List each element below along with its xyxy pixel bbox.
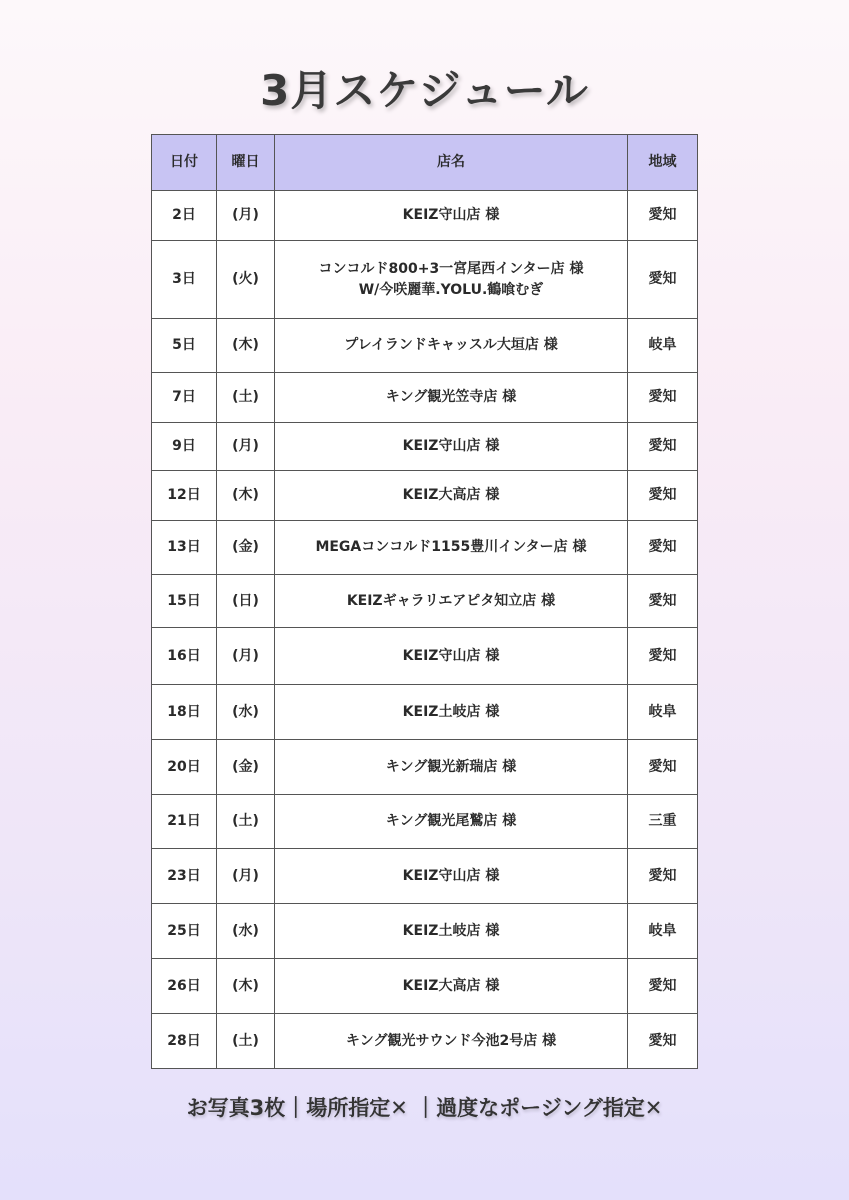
- cell-area: 愛知: [628, 373, 698, 423]
- table-row: [152, 471, 698, 521]
- cell-shop: [275, 373, 628, 423]
- page-title: 3月スケジュール: [260, 66, 589, 115]
- cell-date: 16日: [152, 628, 217, 685]
- cell-day: (月): [217, 849, 275, 904]
- cell-area: 愛知: [628, 740, 698, 795]
- cell-day: (水): [217, 685, 275, 740]
- cell-day: (月): [217, 628, 275, 685]
- cell-area: 岐阜: [628, 904, 698, 959]
- table-header-row: [152, 135, 698, 191]
- cell-shop: [275, 423, 628, 471]
- cell-shop: [275, 319, 628, 373]
- shop-name-line: KEIZ守山店 様: [402, 647, 500, 664]
- shop-name-line: KEIZ守山店 様: [402, 867, 500, 884]
- cell-date: 20日: [152, 740, 217, 795]
- cell-area: 岐阜: [628, 319, 698, 373]
- cell-shop: [275, 849, 628, 904]
- cell-area: 三重: [628, 795, 698, 849]
- cell-day: (木): [217, 959, 275, 1014]
- cell-day: (月): [217, 423, 275, 471]
- cell-shop: [275, 521, 628, 575]
- cell-day: (日): [217, 575, 275, 628]
- cell-date: 9日: [152, 423, 217, 471]
- shop-name-line: KEIZ守山店 様: [402, 207, 500, 223]
- cell-shop: [275, 959, 628, 1014]
- cell-area: 愛知: [628, 423, 698, 471]
- shop-name-line: W/今咲麗華.YOLU.鶴喰むぎ: [358, 281, 544, 298]
- table-row: [152, 1014, 698, 1069]
- shop-name-line: プレイランドキャッスル大垣店 様: [344, 337, 558, 353]
- cell-area: 愛知: [628, 191, 698, 241]
- cell-area: 愛知: [628, 628, 698, 685]
- cell-shop: [275, 795, 628, 849]
- cell-date: 3日: [152, 241, 217, 319]
- shop-name-line: MEGAコンコルド1155豊川インター店 様: [315, 539, 587, 555]
- cell-shop: [275, 628, 628, 685]
- table-row: [152, 521, 698, 575]
- shop-name-line: キング観光笠寺店 様: [385, 389, 517, 405]
- cell-date: 2日: [152, 191, 217, 241]
- cell-day: (土): [217, 1014, 275, 1069]
- shop-name-line: KEIZ大高店 様: [402, 487, 500, 503]
- cell-shop: [275, 241, 628, 319]
- table-row: [152, 373, 698, 423]
- table-row: [152, 904, 698, 959]
- table-row: [152, 795, 698, 849]
- cell-area: 愛知: [628, 849, 698, 904]
- cell-day: (金): [217, 521, 275, 575]
- cell-area: 愛知: [628, 521, 698, 575]
- cell-date: 5日: [152, 319, 217, 373]
- table-row: [152, 685, 698, 740]
- header-shop: 店名: [275, 135, 628, 191]
- table-row: [152, 575, 698, 628]
- cell-area: 愛知: [628, 575, 698, 628]
- cell-area: 岐阜: [628, 685, 698, 740]
- table-row: [152, 959, 698, 1014]
- cell-shop: [275, 575, 628, 628]
- shop-name-line: KEIZ土岐店 様: [402, 922, 500, 939]
- cell-date: 18日: [152, 685, 217, 740]
- shop-name-line: キング観光尾鷲店 様: [385, 813, 517, 829]
- cell-date: 23日: [152, 849, 217, 904]
- cell-area: 愛知: [628, 959, 698, 1014]
- cell-day: (木): [217, 471, 275, 521]
- cell-date: 13日: [152, 521, 217, 575]
- cell-date: 15日: [152, 575, 217, 628]
- cell-shop: [275, 471, 628, 521]
- schedule-table: [151, 134, 698, 1069]
- shop-name-line: キング観光サウンド今池2号店 様: [345, 1032, 557, 1049]
- cell-day: (木): [217, 319, 275, 373]
- cell-area: 愛知: [628, 471, 698, 521]
- cell-date: 12日: [152, 471, 217, 521]
- cell-shop: [275, 904, 628, 959]
- header-area: 地域: [628, 135, 698, 191]
- cell-shop: [275, 685, 628, 740]
- cell-shop: [275, 740, 628, 795]
- cell-day: (金): [217, 740, 275, 795]
- cell-shop: [275, 1014, 628, 1069]
- table-row: [152, 241, 698, 319]
- header-date: 日付: [152, 135, 217, 191]
- cell-area: 愛知: [628, 1014, 698, 1069]
- shop-name-line: KEIZ土岐店 様: [402, 703, 500, 720]
- shop-name-line: KEIZギャラリエアピタ知立店 様: [346, 592, 556, 609]
- cell-date: 26日: [152, 959, 217, 1014]
- table-row: [152, 423, 698, 471]
- cell-date: 25日: [152, 904, 217, 959]
- cell-shop: [275, 191, 628, 241]
- table-row: [152, 740, 698, 795]
- shop-name-line: KEIZ大高店 様: [402, 977, 500, 994]
- cell-date: 28日: [152, 1014, 217, 1069]
- cell-day: (土): [217, 795, 275, 849]
- table-row: [152, 849, 698, 904]
- shop-name-line: キング観光新瑞店 様: [385, 758, 517, 775]
- cell-day: (土): [217, 373, 275, 423]
- cell-area: 愛知: [628, 241, 698, 319]
- table-row: [152, 191, 698, 241]
- table-row: [152, 319, 698, 373]
- cell-day: (水): [217, 904, 275, 959]
- shop-name-line: コンコルド800+3一宮尾西インター店 様: [318, 260, 584, 277]
- cell-day: (火): [217, 241, 275, 319]
- table-row: [152, 628, 698, 685]
- header-day: 曜日: [217, 135, 275, 191]
- schedule-body: [152, 191, 698, 1069]
- shop-name-line: KEIZ守山店 様: [402, 438, 500, 454]
- cell-date: 7日: [152, 373, 217, 423]
- footer-note: お写真3枚｜場所指定✕ ｜過度なポージング指定✕: [186, 1096, 663, 1120]
- cell-day: (月): [217, 191, 275, 241]
- cell-date: 21日: [152, 795, 217, 849]
